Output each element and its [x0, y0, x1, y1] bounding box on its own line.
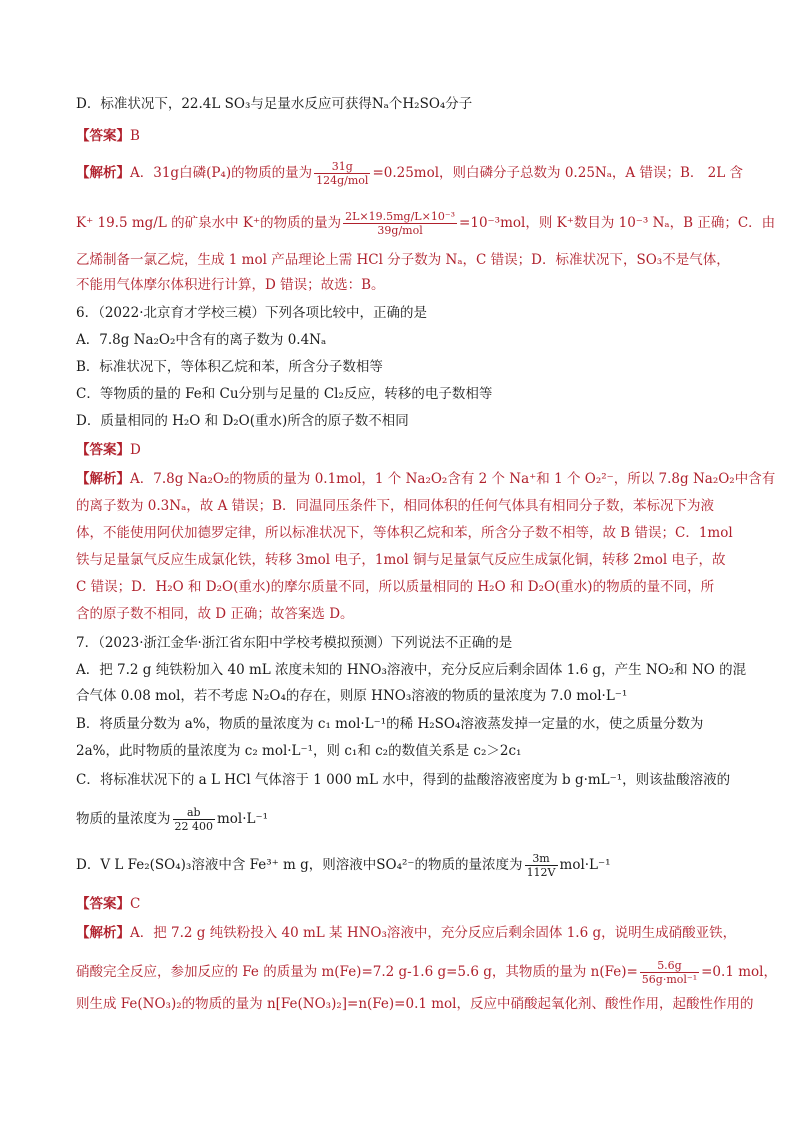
explanation-text: =10⁻³mol，则 K⁺数目为 10⁻³ Nₐ，B 正确；C．由	[459, 215, 776, 231]
explanation-text: A．把 7.2 g 纯铁粉投入 40 mL 某 HNO₃溶液中，充分反应后剩余固体 1.6 g，说明生成硝酸亚铁，	[130, 925, 737, 941]
explanation-text: 硝酸完全反应，参加反应的 Fe 的质量为 m(Fe)=7.2 g-1.6 g=5.6 g，其物质的量为 n(Fe)=	[76, 964, 638, 980]
q7-option-b-line-1: B．将质量分数为 a%，物质的量浓度为 c₁ mol·L⁻¹的稀 H₂SO₄溶液蒸发掉一定量的水，使之质量分数为	[76, 716, 704, 732]
q7-answer	[76, 894, 734, 914]
explanation-text: =0.25mol，则白磷分子总数为 0.25Nₐ，A 错误；B． 2L 含	[372, 165, 744, 181]
explanation-tag: 【解析】	[76, 471, 130, 487]
answer-value: B	[130, 128, 140, 144]
explanation-text: A．31g白磷(P₄)的物质的量为	[130, 165, 313, 181]
fraction-numerator: 2L×19.5mg/L×10⁻³	[345, 210, 456, 223]
q6-option-c: C．等物质的量的 Fe和 Cu分别与足量的 Cl₂反应，转移的电子数相等	[76, 386, 493, 402]
q5-explanation-line-1	[76, 160, 744, 187]
answer-tag: 【答案】	[76, 896, 130, 912]
explanation-text: =0.1 mol，	[701, 964, 777, 980]
q6-option-d: D．质量相同的 H₂O 和 D₂O(重水)所含的原子数不相同	[76, 413, 409, 429]
q7-explanation-line-3: 则生成 Fe(NO₃)₂的物质的量为 n[Fe(NO₃)₂]=n(Fe)=0.1 mol，反应中硝酸起氧化剂、酸性作用，起酸性作用的	[76, 996, 754, 1012]
fraction	[343, 210, 457, 237]
q6-explanation-line-1	[76, 469, 776, 489]
fraction	[173, 806, 216, 833]
q5-answer	[76, 126, 734, 146]
q7-explanation-line-2	[76, 959, 777, 986]
fraction	[640, 959, 699, 986]
q6-explanation-line-5: C 错误；D．H₂O 和 D₂O(重水)的摩尔质量不同，所以质量相同的 H₂O 和 D₂O(重水)的物质的量不同，所	[76, 579, 715, 595]
fraction-denominator: 112V	[526, 866, 556, 879]
q6-option-b: B．标准状况下，等体积乙烷和苯，所含分子数相等	[76, 359, 383, 375]
fraction-denominator: 56g·mol⁻¹	[641, 973, 698, 986]
q5-option-d: D．标准状况下，22.4L SO₃与足量水反应可获得Nₐ个H₂SO₄分子	[76, 96, 473, 112]
q6-explanation-line-4: 铁与足量氯气反应生成氯化铁，转移 3mol 电子，1mol 铜与足量氯气反应生成氯化铜，转移 2mol 电子，故	[76, 552, 726, 568]
q6-answer	[76, 440, 734, 460]
q6-option-a: A．7.8g Na₂O₂中含有的离子数为 0.4Nₐ	[76, 332, 327, 348]
fraction-numerator: ab	[173, 806, 216, 820]
answer-value: D	[130, 442, 141, 458]
q7-option-b-line-2: 2a%，此时物质的量浓度为 c₂ mol·L⁻¹，则 c₁和 c₂的数值关系是 c₂＞2c₁	[76, 743, 522, 759]
q7-option-a-line-2: 合气体 0.08 mol，若不考虑 N₂O₄的存在，则原 HNO₃溶液的物质的量浓度为 7.0 mol·L⁻¹	[76, 688, 628, 704]
q5-explanation-line-2	[76, 210, 776, 237]
option-text: D．V L Fe₂(SO₄)₃溶液中含 Fe³⁺ m g，则溶液中SO₄²⁻的物质的量浓度为	[76, 857, 523, 873]
explanation-tag: 【解析】	[76, 925, 130, 941]
fraction-denominator: 22 400	[174, 820, 213, 833]
explanation-tag: 【解析】	[76, 165, 130, 181]
q6-stem: 6．（2022·北京育才学校三模）下列各项比较中，正确的是	[76, 305, 427, 321]
q7-option-a-line-1: A．把 7.2 g 纯铁粉加入 40 mL 浓度未知的 HNO₃溶液中，充分反应后剩余固体 1.6 g，产生 NO₂和 NO 的混	[76, 662, 747, 678]
fraction	[525, 852, 558, 879]
q7-explanation-line-1	[76, 923, 737, 943]
option-text: mol·L⁻¹	[559, 857, 611, 873]
q6-explanation-line-3: 体，不能使用阿伏加德罗定律，所以标准状况下，等体积乙烷和苯，所含分子数不相等，故 B 错误；C．1mol	[76, 525, 733, 541]
q5-explanation-line-3: 乙烯制备一氯乙烷，生成 1 mol 产品理论上需 HCl 分子数为 Nₐ，C 错误；D．标准状况下，SO₃不是气体，	[76, 252, 730, 268]
answer-tag: 【答案】	[76, 442, 130, 458]
answer-value: C	[130, 896, 141, 912]
q7-option-c-line-2	[76, 806, 734, 833]
fraction-denominator: 39g/mol	[377, 224, 423, 237]
q5-explanation-line-4: 不能用气体摩尔体积进行计算，D 错误；故选：B。	[76, 277, 385, 293]
fraction	[314, 160, 370, 187]
q6-explanation-line-6: 含的原子数不相同，故 D 正确；故答案选 D。	[76, 606, 354, 622]
q6-explanation-line-2: 的离子数为 0.3Nₐ，故 A 错误；B．同温同压条件下，相同体积的任何气体具有相同分子数，苯标况下为液	[76, 498, 715, 514]
q7-option-c-line-1: C．将标准状况下的 a L HCl 气体溶于 1 000 mL 水中，得到的盐酸溶液密度为 b g·mL⁻¹，则该盐酸溶液的	[76, 772, 731, 788]
q7-option-d	[76, 852, 734, 879]
fraction-numerator: 3m	[525, 852, 558, 866]
answer-tag: 【答案】	[76, 128, 130, 144]
fraction-numerator: 31g	[314, 160, 370, 174]
fraction-denominator: 124g/mol	[316, 174, 369, 187]
explanation-text: K⁺ 19.5 mg/L 的矿泉水中 K⁺的物质的量为	[76, 215, 342, 231]
fraction-numerator: 5.6g	[640, 959, 699, 973]
explanation-text: A．7.8g Na₂O₂的物质的量为 0.1mol，1 个 Na₂O₂含有 2 个 Na⁺和 1 个 O₂²⁻，所以 7.8g Na₂O₂中含有	[130, 471, 776, 487]
option-text: 物质的量浓度为	[76, 811, 171, 827]
q7-stem: 7．（2023·浙江金华·浙江省东阳中学校考模拟预测）下列说法不正确的是	[76, 635, 513, 651]
option-text: mol·L⁻¹	[217, 811, 269, 827]
